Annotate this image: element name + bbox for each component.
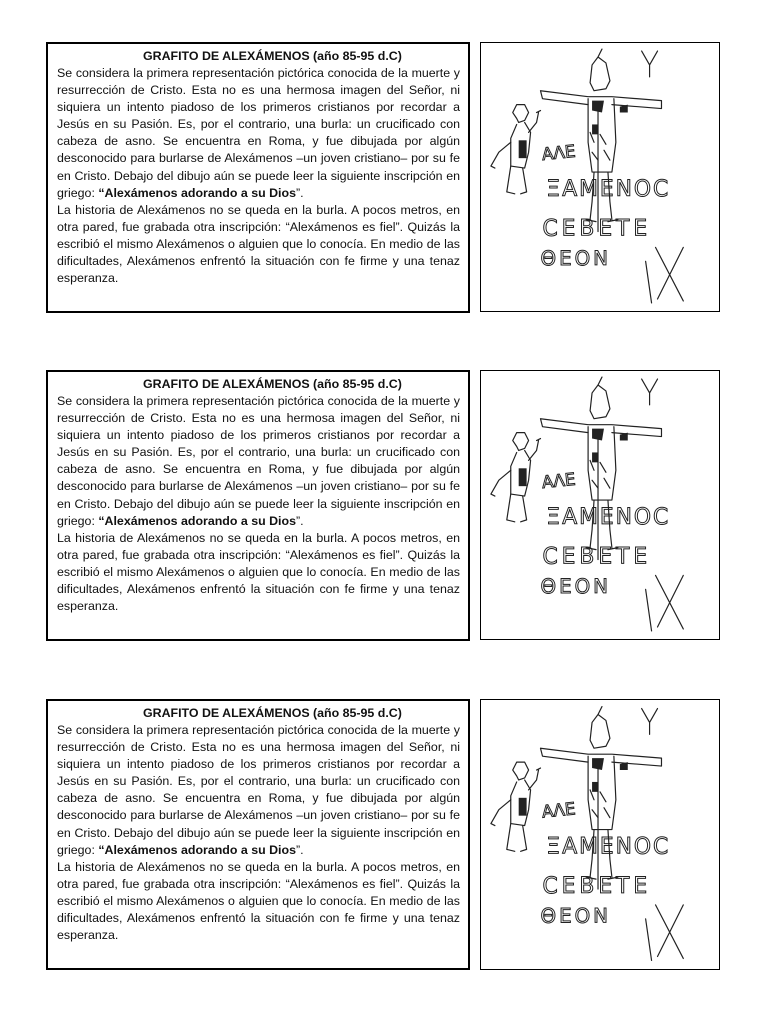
card-title: GRAFITO DE ALEXÁMENOS (año 85-95 d.C) <box>143 49 402 63</box>
inscription-line-3: ϹΕΒΕΤΕ <box>542 216 652 242</box>
alexamenos-graffito-image-1 <box>480 42 720 312</box>
inscription-line-4: ΘΕΟΝ <box>540 247 611 271</box>
inscription-quote: “Alexámenos adorando a su Dios <box>98 513 296 528</box>
tau-symbol <box>642 709 658 735</box>
inscription-line-1: ΑΛΕ <box>540 798 577 822</box>
text-card-3 <box>46 699 470 970</box>
text-card-1 <box>46 42 470 313</box>
alexamenos-graffito-image-3 <box>480 699 720 970</box>
inscription-line-4: ΘΕΟΝ <box>540 575 611 599</box>
quote-close: ”. <box>295 185 304 200</box>
quote-close: ”. <box>295 842 304 857</box>
dark-patch-chest <box>592 758 604 770</box>
graffito-drawing <box>481 371 719 639</box>
tunic-hatching <box>590 460 610 488</box>
card-paragraph-2: La historia de Alexámenos no se queda en la burla. A pocos metros, en otra pared, fue grabada otra inscripción: “Alexámenos es fiel”. Quizás la escribió el mismo Alexámenos o alguien que lo conocía. En medio de las dificultades, Alexámenos enfrentó la situación con fe firme y una tenaz esperanza. <box>57 859 460 943</box>
worshipper-head <box>513 762 529 780</box>
chi-mark <box>646 575 684 631</box>
worshipper-raised-arm <box>529 768 541 790</box>
dark-patch-waist <box>592 124 598 134</box>
chi-mark <box>646 247 684 303</box>
card-paragraph-2: La historia de Alexámenos no se queda en la burla. A pocos metros, en otra pared, fue grabada otra inscripción: “Alexámenos es fiel”. Quizás la escribió el mismo Alexámenos o alguien que lo conocía. En medio de las dificultades, Alexámenos enfrentó la situación con fe firme y una tenaz esperanza. <box>57 202 460 286</box>
tau-symbol <box>642 379 658 405</box>
chi-mark <box>646 905 684 961</box>
inscription-line-2: ΞΑΜΕΝΟϹ <box>546 504 671 530</box>
donkey-head-icon <box>590 707 610 749</box>
worshipper-head <box>513 105 529 123</box>
worshipper-head <box>513 433 529 451</box>
tau-symbol <box>642 51 658 77</box>
inscription-quote: “Alexámenos adorando a su Dios <box>98 185 296 200</box>
inscription-line-2: ΞΑΜΕΝΟϹ <box>546 834 671 860</box>
inscription-line-3: ϹΕΒΕΤΕ <box>542 544 652 570</box>
card-paragraph-1 <box>57 65 460 202</box>
paragraph-text: Se considera la primera representación pictórica conocida de la muerte y resurrección de Cristo. Esta no es una hermosa imagen del Señor, ni siquiera un intento piadoso de los primeros cristianos por recordar a Jesús en su Pasión. Es, por el contrario, una burla: un crucificado con cabeza de asno. Se encuentra en Roma, y fue dibujada por algún desconocido para burlarse de Alexámenos –un joven cristiano– por su fe en Cristo. Debajo del dibujo aún se puede leer la siguiente inscripción en griego: <box>57 723 460 857</box>
inscription-line-1: ΑΛΕ <box>540 140 577 165</box>
graffito-drawing <box>481 700 719 969</box>
inscription-line-2: ΞΑΜΕΝΟϹ <box>546 176 671 202</box>
inscription-quote: “Alexámenos adorando a su Dios <box>98 842 296 857</box>
alexamenos-graffito-image-2 <box>480 370 720 640</box>
card-paragraph-1 <box>57 722 460 859</box>
paragraph-text: Se considera la primera representación pictórica conocida de la muerte y resurrección de Cristo. Esta no es una hermosa imagen del Señor, ni siquiera un intento piadoso de los primeros cristianos por recordar a Jesús en su Pasión. Es, por el contrario, una burla: un crucificado con cabeza de asno. Se encuentra en Roma, y fue dibujada por algún desconocido para burlarse de Alexámenos –un joven cristiano– por su fe en Cristo. Debajo del dibujo aún se puede leer la siguiente inscripción en griego: <box>57 66 460 200</box>
dark-patch-waist <box>592 782 598 792</box>
worshipper-raised-arm <box>529 439 541 461</box>
inscription-line-1: ΑΛΕ <box>540 468 577 493</box>
quote-close: ”. <box>295 513 304 528</box>
inscription-line-4: ΘΕΟΝ <box>540 904 611 928</box>
inscription-line-3: ϹΕΒΕΤΕ <box>542 874 652 900</box>
graffito-drawing <box>481 43 719 311</box>
dark-patch-chest <box>592 101 604 113</box>
worshipper-dark-patch <box>519 140 527 158</box>
paragraph-text: Se considera la primera representación pictórica conocida de la muerte y resurrección de Cristo. Esta no es una hermosa imagen del Señor, ni siquiera un intento piadoso de los primeros cristianos por recordar a Jesús en su Pasión. Es, por el contrario, una burla: un crucificado con cabeza de asno. Se encuentra en Roma, y fue dibujada por algún desconocido para burlarse de Alexámenos –un joven cristiano– por su fe en Cristo. Debajo del dibujo aún se puede leer la siguiente inscripción en griego: <box>57 394 460 528</box>
dark-patch-waist <box>592 452 598 462</box>
worshipper-dark-patch <box>519 468 527 486</box>
text-card-2 <box>46 370 470 641</box>
card-title: GRAFITO DE ALEXÁMENOS (año 85-95 d.C) <box>143 706 402 720</box>
card-paragraph-2: La historia de Alexámenos no se queda en la burla. A pocos metros, en otra pared, fue grabada otra inscripción: “Alexámenos es fiel”. Quizás la escribió el mismo Alexámenos o alguien que lo conocía. En medio de las dificultades, Alexámenos enfrentó la situación con fe firme y una tenaz esperanza. <box>57 530 460 614</box>
donkey-head-icon <box>590 377 610 419</box>
worshipper-raised-arm <box>529 111 541 133</box>
card-title: GRAFITO DE ALEXÁMENOS (año 85-95 d.C) <box>143 377 402 391</box>
tunic-hatching <box>590 790 610 818</box>
dark-patch-chest <box>592 429 604 441</box>
worshipper-dark-patch <box>519 798 527 816</box>
card-paragraph-1 <box>57 393 460 530</box>
donkey-head-icon <box>590 49 610 91</box>
tunic-hatching <box>590 132 610 160</box>
